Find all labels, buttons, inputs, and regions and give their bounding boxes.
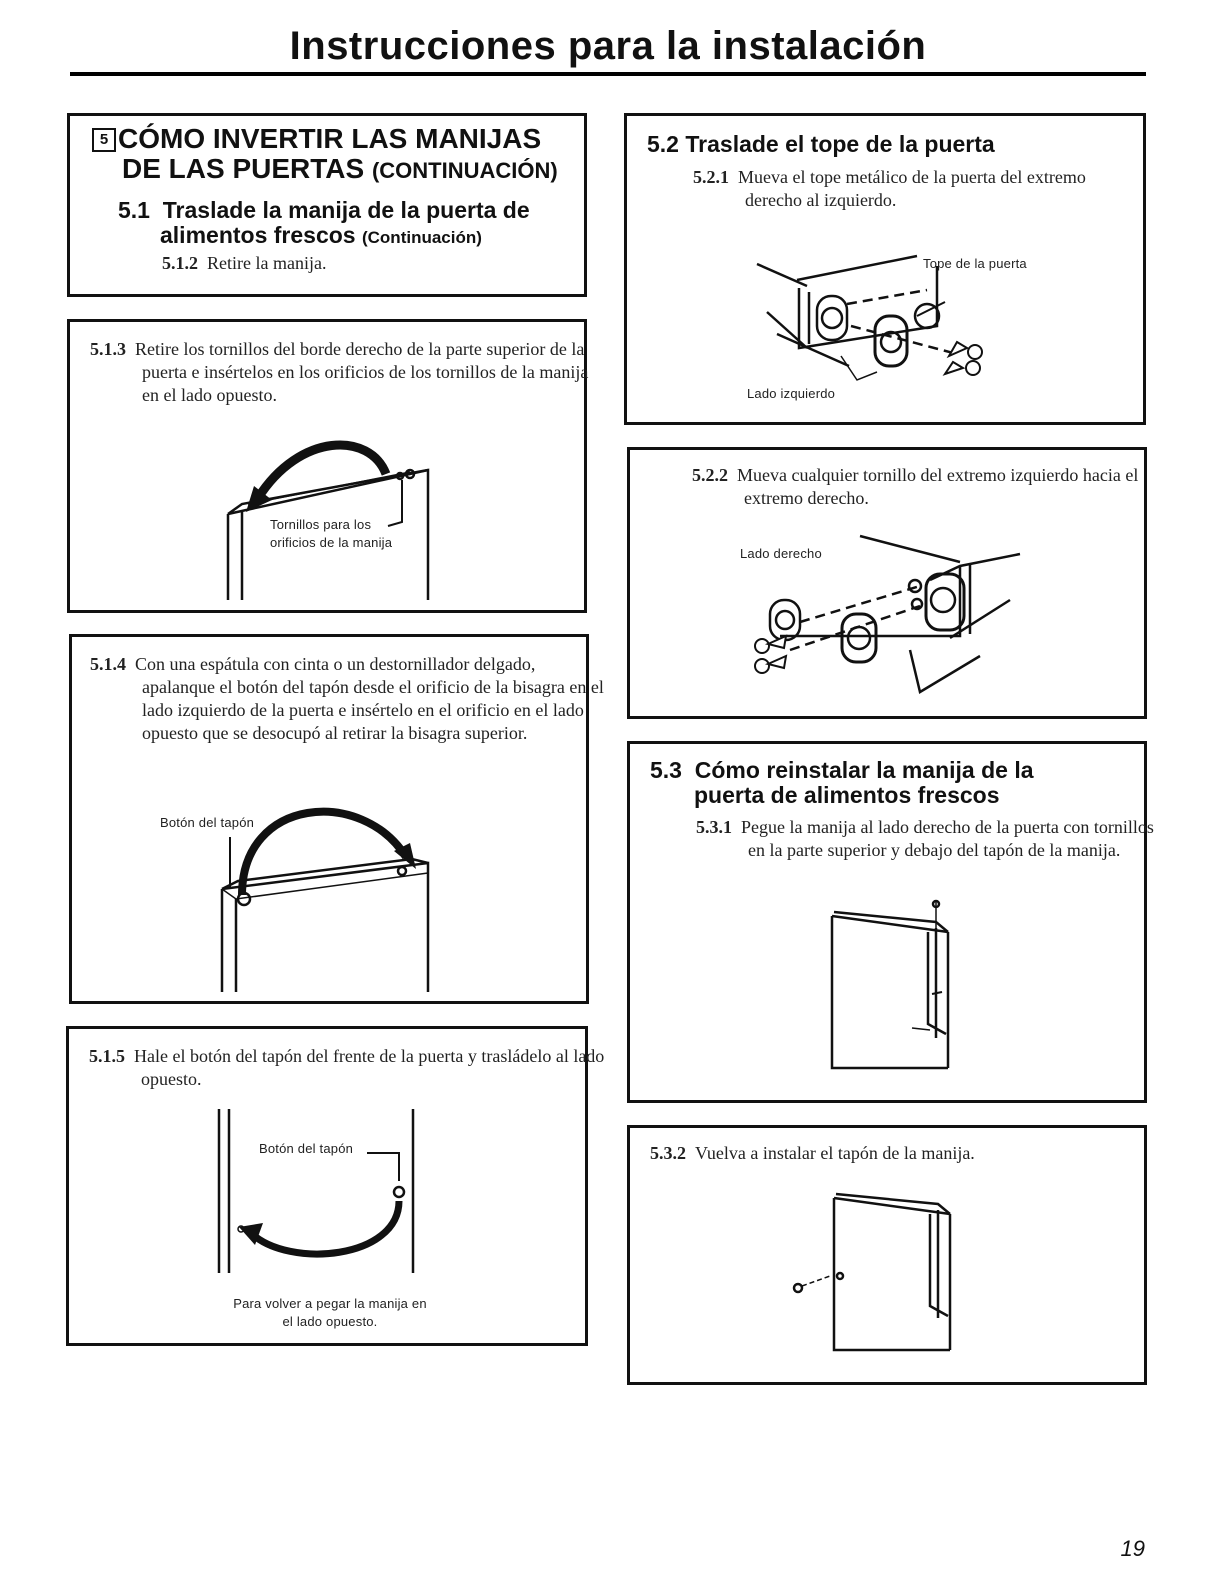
section-5-3-title: 5.3 Cómo reinstalar la manija de la puerta de alimentos frescos: [650, 757, 1034, 808]
page-title: Instrucciones para la instalación: [289, 24, 927, 68]
left-side-label: Lado izquierdo: [747, 386, 836, 401]
subsection-5-1-title: 5.1 Traslade la manija de la puerta de alimentos frescos (Continuación): [118, 197, 530, 248]
door-hinge-plug-illustration: [72, 637, 592, 1007]
right-side-label: Lado derecho: [740, 546, 822, 561]
section-5-2-box: [624, 113, 1146, 425]
page-number: 19: [1120, 1536, 1145, 1561]
section-number-icon: 5: [92, 128, 116, 152]
step-5-2-2-text: 5.2.2 Mueva cualquier tornillo del extremo izquierdo hacia el extremo derecho.: [692, 465, 1139, 508]
door-stop-left-illustration: [627, 116, 1149, 428]
step-5-1-2: 5.1.2 Retire la manija.: [162, 253, 327, 273]
handle-reinstall-illustration: [630, 744, 1150, 1106]
section-5-3-box: [627, 741, 1154, 1103]
section-5-header-box: [67, 113, 587, 297]
step-5-1-4-text: 5.1.4 Con una espátula con cinta o un destornillador delgado, apalanque el botón del tapón desde el orificio de la bisagra en el lado izquierdo de la puerta e insértelo en el orificio en el lado opuesto que se desocupó al retirar la bisagra superior.: [90, 654, 604, 743]
screws-label: Tornillos para los orificios de la manija: [270, 517, 393, 550]
step-5-3-2-box: [627, 1125, 1147, 1385]
step-5-3-2-text: 5.3.2 Vuelva a instalar el tapón de la manija.: [650, 1143, 975, 1163]
step-5-1-4-box: [69, 634, 604, 1004]
door-top-screws-illustration: [70, 322, 590, 616]
step-5-1-3-text: 5.1.3 Retire los tornillos del borde derecho de la parte superior de la puerta e insértelos en los orificios de los tornillos de la manija en el lado opuesto.: [90, 339, 589, 405]
plug-button-label: Botón del tapón: [160, 815, 255, 830]
step-5-1-3-box: [67, 319, 587, 613]
step-5-2-2-box: [627, 447, 1147, 719]
title-rule: [70, 72, 1146, 76]
door-stop-label: Tope de la puerta: [923, 256, 1027, 271]
section-5-title: 5 CÓMO INVERTIR LAS MANIJAS DE LAS PUERTAS (CONTINUACIÓN): [92, 124, 558, 186]
door-stop-right-illustration: [630, 450, 1150, 722]
step-5-1-5-text: 5.1.5 Hale el botón del tapón del frente de la puerta y trasládelo al lado opuesto.: [89, 1046, 605, 1089]
step-5-1-5-box: [66, 1026, 605, 1346]
handle-plug-illustration: [630, 1128, 1150, 1388]
step-5-1-5-caption: Para volver a pegar la manija en el lado opuesto.: [233, 1296, 427, 1329]
step-5-2-1-text: 5.2.1 Mueva el tope metálico de la puerta del extremo derecho al izquierdo.: [693, 167, 1086, 210]
plug-button-label-2: Botón del tapón: [259, 1141, 354, 1156]
step-5-3-1-text: 5.3.1 Pegue la manija al lado derecho de la puerta con tornillos en la parte superior y debajo del tapón de la manija.: [696, 817, 1154, 860]
section-5-2-title: 5.2 Traslade el tope de la puerta: [647, 131, 995, 157]
